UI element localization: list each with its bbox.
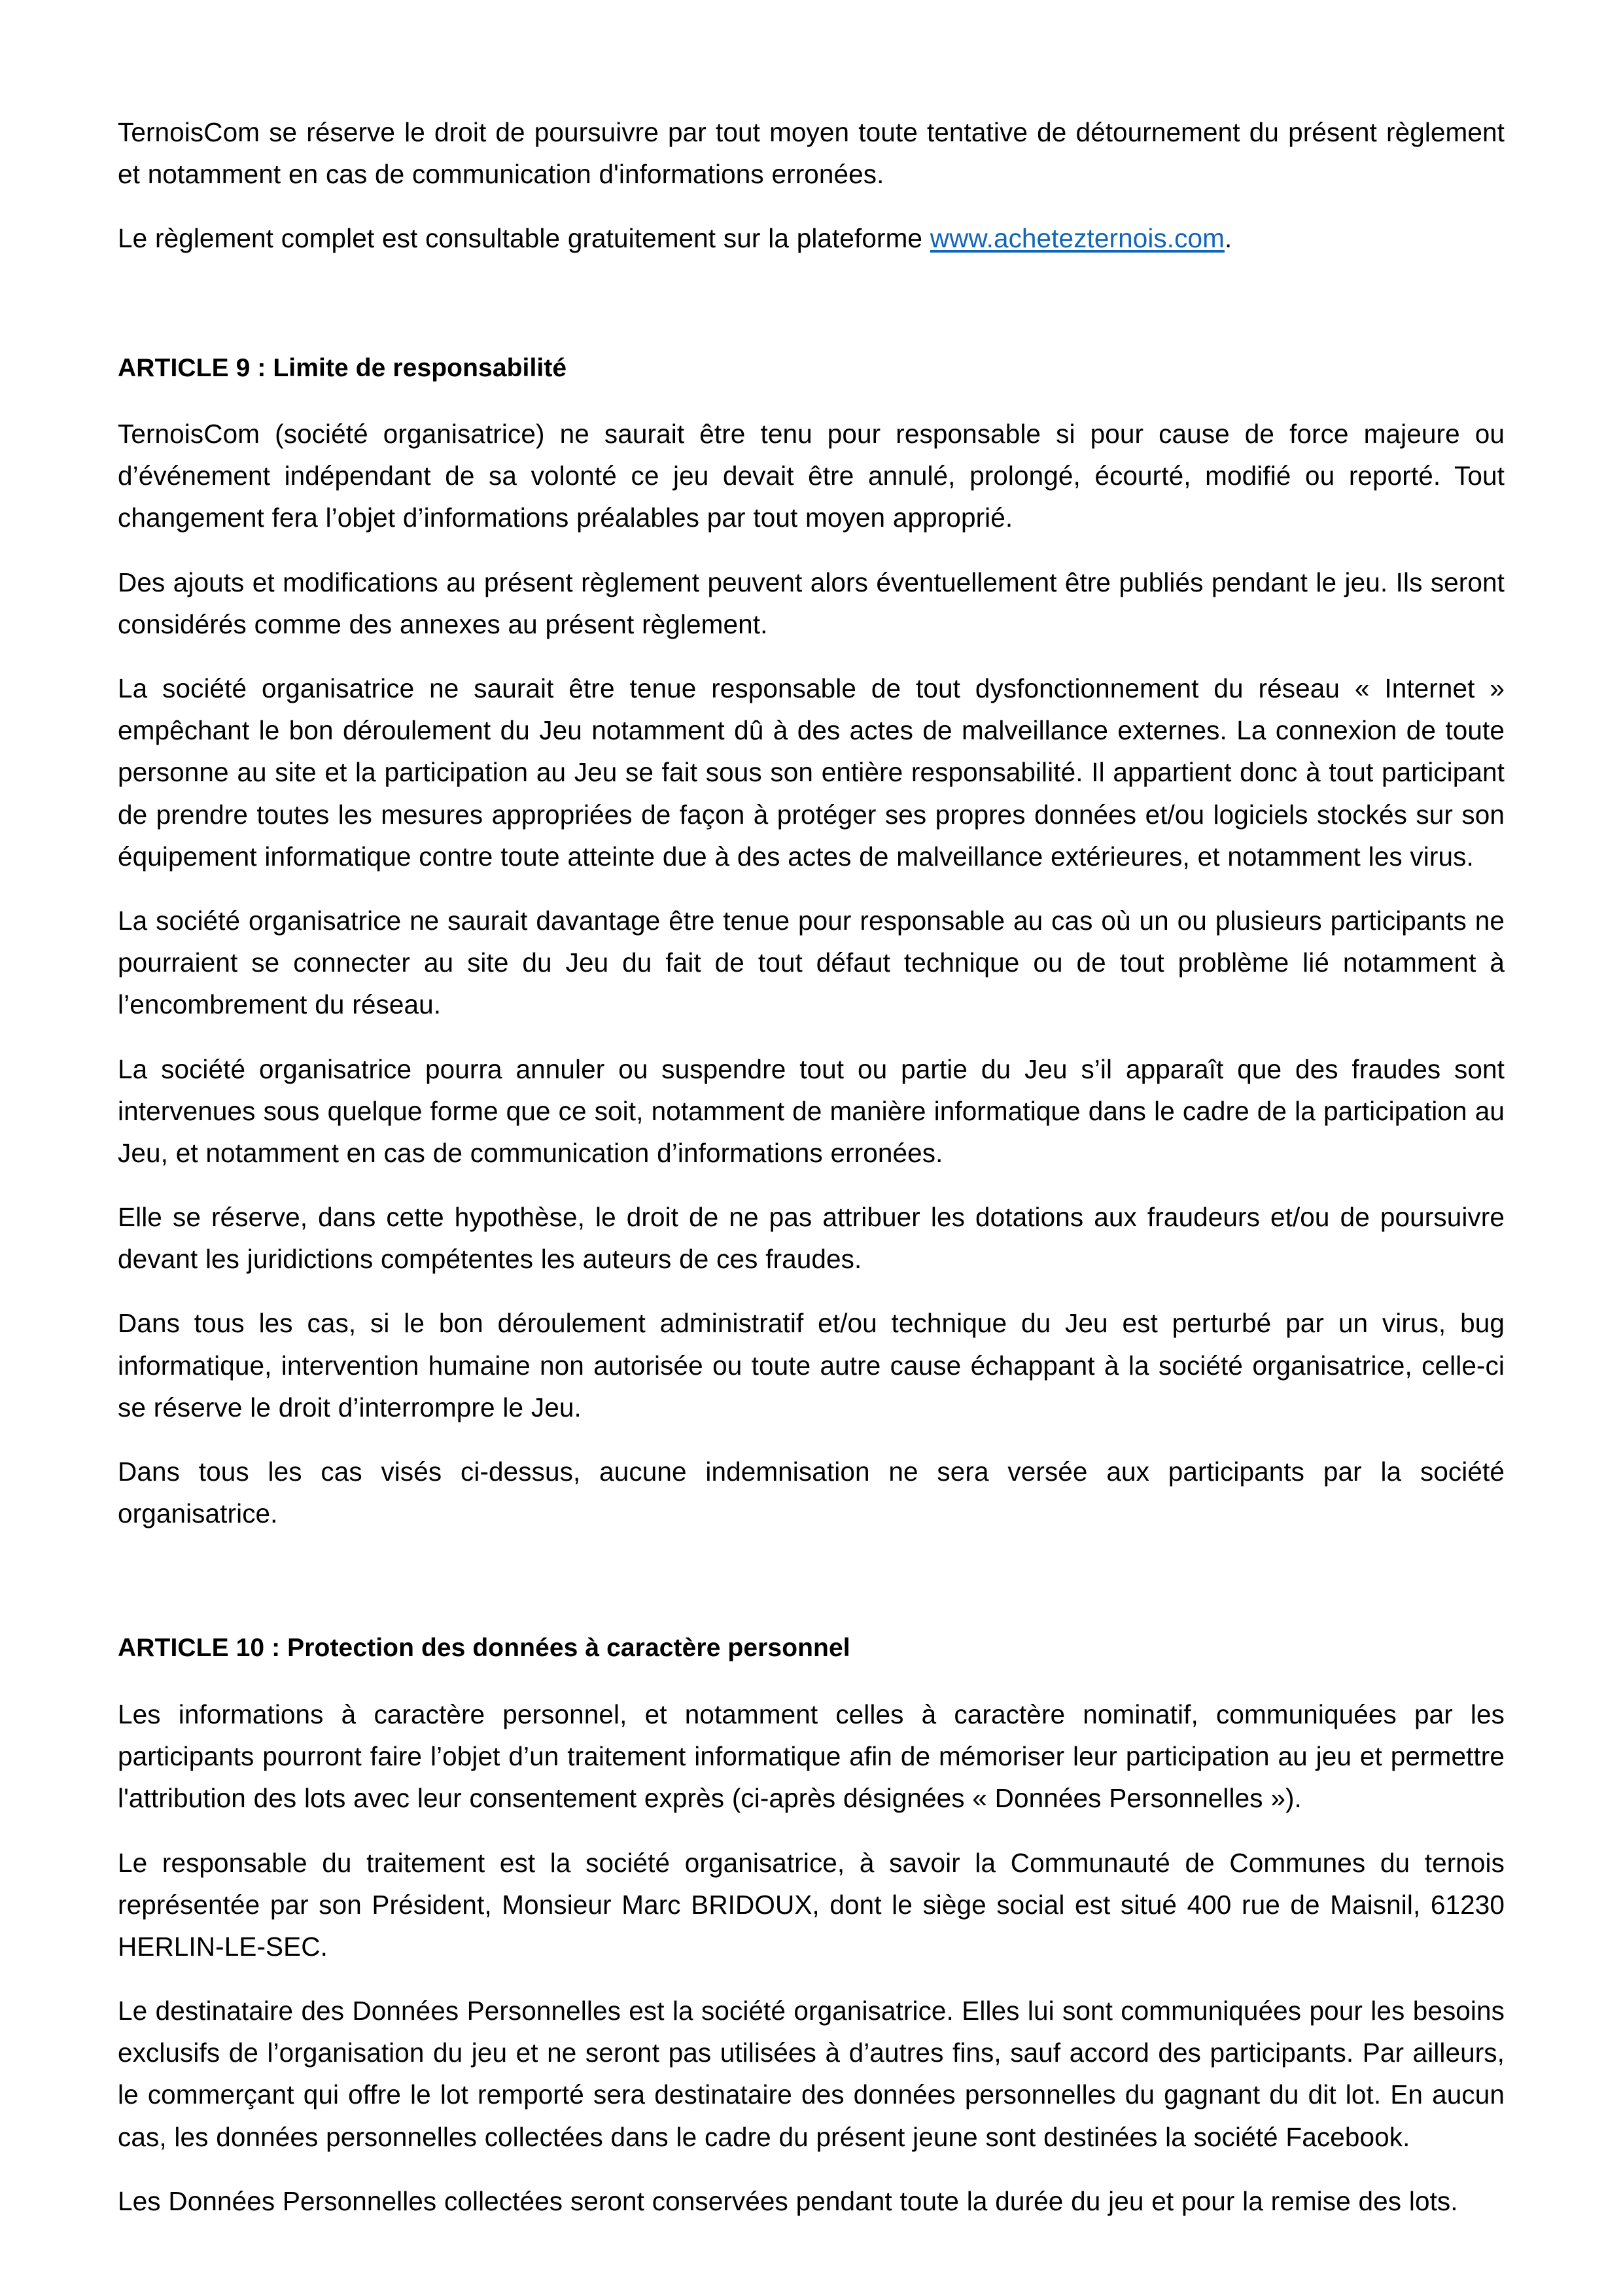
paragraph-a10-1: Les informations à caractère personnel, et notamment celles à caractère nominatif, communiquées par les participants pourront faire l’objet d’un traitement informatique afin de mémoriser leur participation au jeu et permettre l'attribution des lots avec leur consentement exprès (ci-après désignées « Données Personnelles »). bbox=[118, 1699, 1505, 1814]
paragraph-a9-3: La société organisatrice ne saurait être tenue responsable de tout dysfonctionnement du réseau « Internet » empêchant le bon déroulement du Jeu notamment dû à des actes de malveillance externes. La connexion de toute personne au site et la participation au Jeu se fait sous son entière responsabilité. Il appartient donc à tout participant de prendre toutes les mesures appropriées de façon à protéger ses propres données et/ou logiciels stockés sur son équipement informatique contre toute atteinte due à des actes de malveillance extérieures, et notamment les virus. bbox=[118, 673, 1505, 872]
paragraph-a10-4: Les Données Personnelles collectées seront conservées pendant toute la durée du jeu et pour la remise des lots. bbox=[118, 2185, 1458, 2216]
platform-sentence-before-link: Le règlement complet est consultable gratuitement sur la plateforme bbox=[118, 223, 930, 254]
paragraph-a9-1: TernoisCom (société organisatrice) ne saurait être tenu pour responsable si pour cause de force majeure ou d’événement indépendant de sa volonté ce jeu devait être annulé, prolongé, écourté, modifié ou reporté. Tout changement fera l’objet d’informations préalables par tout moyen approprié. bbox=[118, 419, 1505, 533]
paragraph-a10-3: Le destinataire des Données Personnelles est la société organisatrice. Elles lui sont communiquées pour les besoins exclusifs de l’organisation du jeu et ne seront pas utilisées à d’autres fins, sauf accord des participants. Par ailleurs, le commerçant qui offre le lot remporté sera destinataire des données personnelles du gagnant du dit lot. En aucun cas, les données personnelles collectées dans le cadre du présent jeune sont destinées la société Facebook. bbox=[118, 1996, 1505, 2152]
paragraph-a9-4: La société organisatrice ne saurait davantage être tenue pour responsable au cas où un ou plusieurs participants ne pourraient se connecter au site du Jeu du fait de tout défaut technique ou de tout problème lié notamment à l’encombrement du réseau. bbox=[118, 905, 1505, 1020]
paragraph-a9-2: Des ajouts et modifications au présent règlement peuvent alors éventuellement être publiés pendant le jeu. Ils seront considérés comme des annexes au présent règlement. bbox=[118, 567, 1505, 639]
paragraph-intro-detournement: TernoisCom se réserve le droit de poursuivre par tout moyen toute tentative de détournement du présent règlement et notamment en cas de communication d'informations erronées. bbox=[118, 117, 1505, 190]
spacer-below-article-10-heading bbox=[118, 1667, 1505, 1693]
heading-article-10: ARTICLE 10 : Protection des données à caractère personnel bbox=[118, 1634, 850, 1663]
document-body bbox=[118, 111, 1505, 2222]
paragraph-a10-2: Le responsable du traitement est la société organisatrice, à savoir la Communauté de Communes du ternois représentée par son Président, Monsieur Marc BRIDOUX, dont le siège social est situé 400 rue de Maisnil, 61230 HERLIN-LE-SEC. bbox=[118, 1847, 1505, 1962]
heading-article-9: ARTICLE 9 : Limite de responsabilité bbox=[118, 353, 567, 382]
paragraph-platform-link bbox=[118, 217, 1505, 259]
paragraph-a9-7: Dans tous les cas, si le bon déroulement administratif et/ou technique du Jeu est perturbé par un virus, bug informatique, intervention humaine non autorisée ou toute autre cause échappant à la société organisatrice, celle-ci se réserve le droit d’interrompre le Jeu. bbox=[118, 1308, 1505, 1422]
spacer-below-article-9-heading bbox=[118, 387, 1505, 413]
platform-sentence-after-link: . bbox=[1224, 223, 1232, 254]
paragraph-a9-5: La société organisatrice pourra annuler ou suspendre tout ou partie du Jeu s’il apparaît que des fraudes sont intervenues sous quelque forme que ce soit, notamment de manière informatique dans le cadre de la participation au Jeu, et notamment en cas de communication d’informations erronées. bbox=[118, 1053, 1505, 1168]
achetezternois-link[interactable]: www.achetezternois.com bbox=[930, 223, 1225, 254]
spacer-above-article-9 bbox=[118, 282, 1505, 350]
paragraph-a9-6: Elle se réserve, dans cette hypothèse, le droit de ne pas attribuer les dotations aux fraudeurs et/ou de poursuivre devant les juridictions compétentes les auteurs de ces fraudes. bbox=[118, 1202, 1505, 1275]
paragraph-a9-8: Dans tous les cas visés ci-dessus, aucune indemnisation ne sera versée aux participants par la société organisatrice. bbox=[118, 1457, 1505, 1529]
spacer-above-article-10 bbox=[118, 1557, 1505, 1630]
